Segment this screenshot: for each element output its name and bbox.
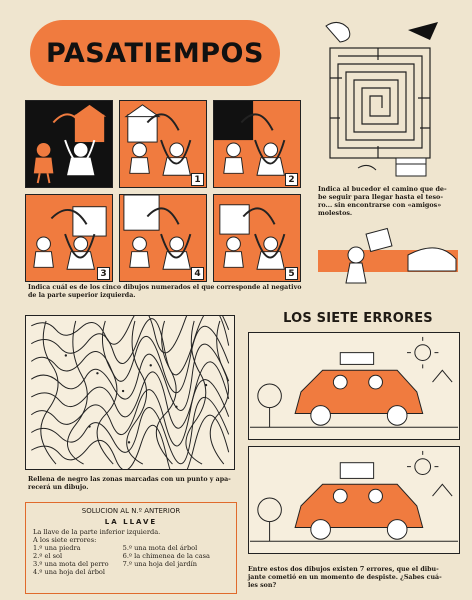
solution-item: 6.º la chimenea de la casa: [122, 552, 210, 560]
seven-errors-title: LOS SIETE ERRORES: [283, 311, 433, 326]
solution-line-2: A los siete errores:: [33, 536, 97, 544]
negative-caption: Indica cuál es de los cinco dibujos numerados el que corresponde al negativo de la parte superior izquierda.: [28, 284, 302, 299]
solution-header: SOLUCION AL N.º ANTERIOR: [81, 507, 181, 515]
errors-panel-top[interactable]: [248, 332, 460, 440]
solution-line-1: La llave de la parte inferior izquierda.: [33, 528, 161, 536]
solution-item: 7.º una hoja del jardín: [122, 560, 197, 568]
title-banner: [30, 20, 280, 86]
seven-errors-caption: Entre estos dos dibujos existen 7 errores, que el dibu- jante cometió en un momento de despiste. ¿Sabes cuá- les son?: [248, 566, 442, 589]
solution-item: 4.º una hoja del árbol: [33, 568, 106, 576]
maze-caption: Indica al bucedor el camino que de- be seguir para llegar hasta el teso- ro... sin encontrarse con «amigos» molestos.: [318, 185, 447, 217]
solution-column-right: [123, 544, 210, 576]
solution-errors-list: [33, 544, 229, 576]
errors-panel-bottom[interactable]: [248, 446, 460, 554]
panel-number-5: 5: [285, 267, 298, 280]
maze-puzzle[interactable]: [318, 18, 443, 183]
panel-number-1: 1: [191, 173, 204, 186]
fill-in-drawing: [26, 316, 234, 469]
negative-puzzle: [25, 100, 305, 280]
car-drawing-bottom: [249, 447, 459, 553]
puzzle-panel-5[interactable]: [213, 194, 301, 282]
car-drawing-top: [249, 333, 459, 439]
solution-column-left: [33, 544, 109, 576]
boy-with-sign-illustration: [318, 225, 458, 295]
fill-in-caption: Rellena de negro las zonas marcadas con un punto y apa- recerá un dibujo.: [28, 476, 231, 491]
previous-solution-box: [25, 502, 237, 594]
panel-number-3: 3: [97, 267, 110, 280]
panel-number-4: 4: [191, 267, 204, 280]
puzzle-panel-1[interactable]: [119, 100, 207, 188]
solution-item: 5.º una mota del árbol: [122, 544, 198, 552]
solution-subtitle: LA LLAVE: [104, 518, 158, 526]
panel-number-2: 2: [285, 173, 298, 186]
page-title: PASATIEMPOS: [46, 37, 264, 69]
puzzle-panel-2[interactable]: [213, 100, 301, 188]
fill-in-puzzle[interactable]: [25, 315, 235, 470]
solution-item: 2.º el sol: [33, 552, 63, 560]
negative-reference-panel[interactable]: [25, 100, 113, 188]
solution-item: 1.º una piedra: [33, 544, 81, 552]
puzzle-panel-3[interactable]: [25, 194, 113, 282]
maze-drawing: [318, 18, 443, 183]
solution-item: 3.º una mota del perro: [33, 560, 109, 568]
negative-drawing: [26, 101, 112, 187]
puzzle-panel-4[interactable]: [119, 194, 207, 282]
